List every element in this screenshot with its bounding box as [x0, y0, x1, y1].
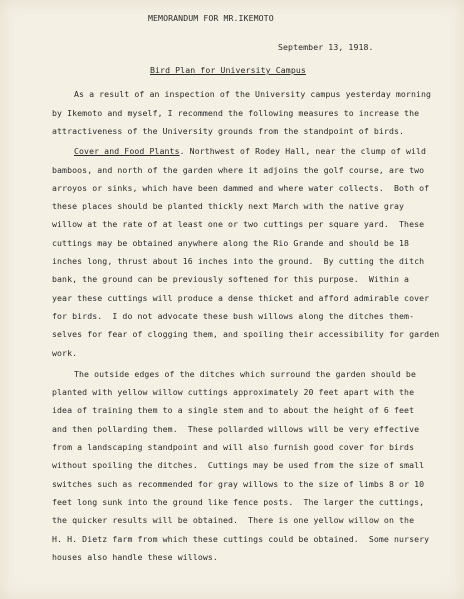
- memo-date: September 13, 1918.: [278, 42, 374, 52]
- memo-heading: Bird Plan for University Campus: [150, 65, 306, 75]
- p3-line: houses also handle these willows.: [52, 552, 218, 562]
- p2-first-line: [74, 146, 426, 156]
- p3-line: planted with yellow willow cuttings approximately 20 feet apart with the: [52, 387, 415, 397]
- p3-line: idea of training them to a single stem and to about the height of 6 feet: [52, 405, 415, 415]
- p2-line: work.: [52, 348, 78, 358]
- p1-line: by Ikemoto and myself, I recommend the following measures to increase the: [52, 108, 420, 118]
- p2-first-rest: . Northwest of Rodey Hall, near the clump of wild: [179, 146, 427, 156]
- p3-line: the quicker results will be obtained. There is one yellow willow on the: [52, 515, 415, 525]
- memo-title: MEMORANDUM FOR MR.IKEMOTO: [148, 13, 274, 23]
- p1-line: attractiveness of the University grounds from the standpoint of birds.: [52, 126, 405, 136]
- p2-line: cuttings may be obtained anywhere along the Rio Grande and should be 18: [52, 238, 410, 248]
- p3-line: switches such as recommended for gray willows to the size of limbs 8 or 10: [52, 479, 425, 489]
- p3-line: and then pollarding them. These pollarded willows will be very effective: [52, 424, 420, 434]
- p2-line: selves for fear of clogging them, and spoiling their accessibility for garden: [52, 329, 440, 339]
- p2-line: willow at the rate of at least one or two cuttings per square yard. These: [52, 219, 425, 229]
- p3-line: from a landscaping standpoint and will also furnish good cover for birds: [52, 442, 415, 452]
- p2-line: arroyos or sinks, which have been dammed and where water collects. Both of: [52, 183, 430, 193]
- p2-lead-heading: Cover and Food Plants: [74, 146, 180, 156]
- p3-line: without spoiling the ditches. Cuttings may be used from the size of small: [52, 460, 425, 470]
- p2-line: these places should be planted thickly next March with the native gray: [52, 201, 405, 211]
- p3-line: The outside edges of the ditches which surround the garden should be: [74, 369, 416, 379]
- p2-line: year these cuttings will produce a dense thicket and afford admirable cover: [52, 293, 430, 303]
- p3-line: feet long sunk into the ground like fence posts. The larger the cuttings,: [52, 497, 425, 507]
- p2-line: bank, the ground can be previously softened for this purpose. Within a: [52, 274, 410, 284]
- p1-line: As a result of an inspection of the University campus yesterday morning: [74, 89, 432, 99]
- p2-line: for birds. I do not advocate these bush willows along the ditches them-: [52, 311, 415, 321]
- p2-line: inches long, thrust about 16 inches into the ground. By cutting the ditch: [52, 256, 425, 266]
- p3-line: H. H. Dietz farm from which these cuttings could be obtained. Some nursery: [52, 534, 430, 544]
- p2-line: bamboos, and north of the garden where it adjoins the golf course, are two: [52, 165, 425, 175]
